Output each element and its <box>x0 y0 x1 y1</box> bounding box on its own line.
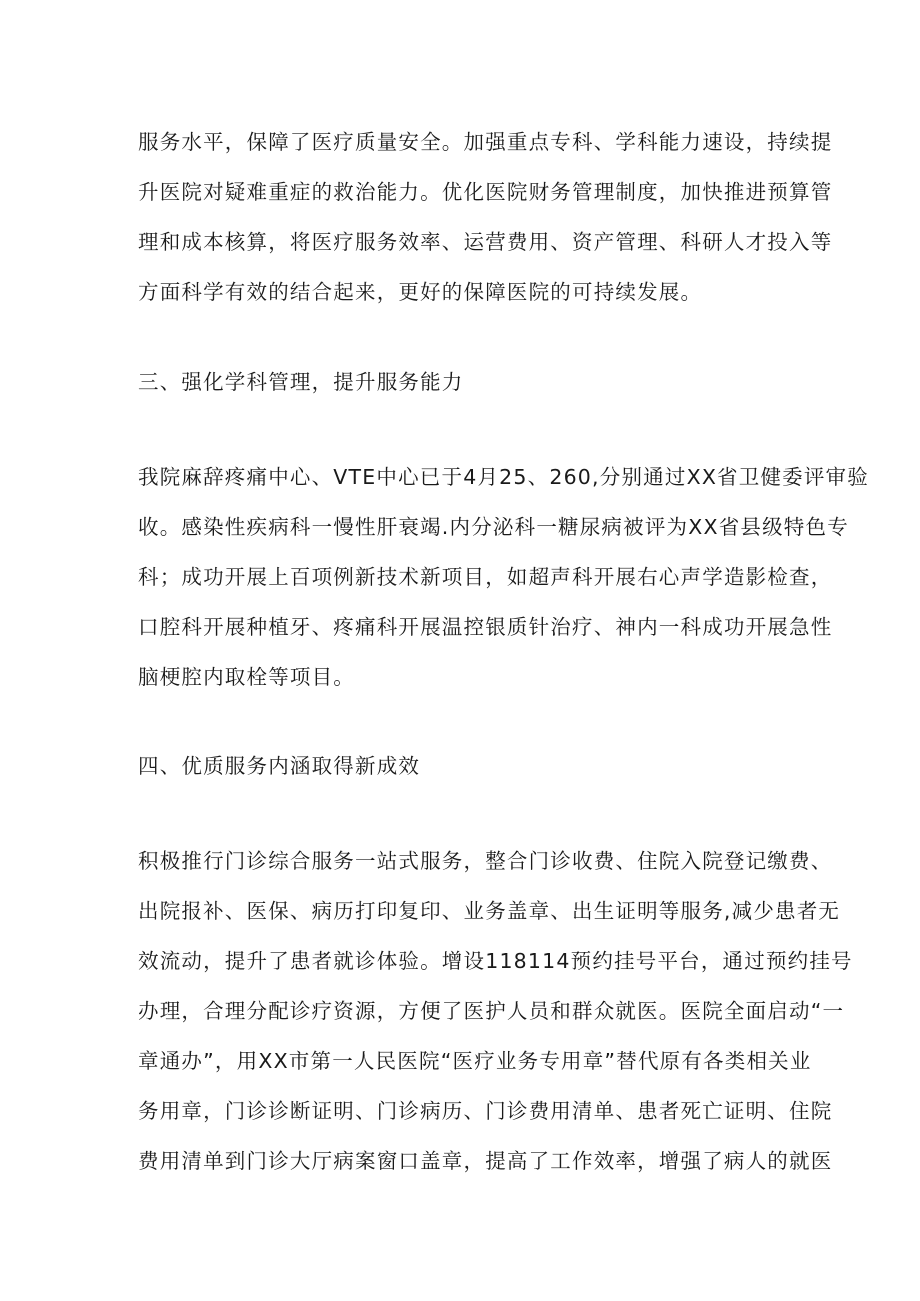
text-line: 我院麻辞疼痛中心、VTE中心已于4月25、260,分别通过XX省卫健委评审验 <box>138 465 869 489</box>
paragraph-service-quality <box>138 117 833 317</box>
section-heading-3 <box>138 357 788 407</box>
text-line: 科；成功开展上百项例新技术新项目，如超声科开展右心声学造影检查， <box>138 565 833 589</box>
text-line: 费用清单到门诊大厅病案窗口盖章，提高了工作效率，增强了病人的就医 <box>138 1149 833 1173</box>
paragraph-quality-service <box>138 836 853 1186</box>
text-line: 脑梗腔内取栓等项目。 <box>138 665 355 689</box>
text-line: 收。感染性疾病科一慢性肝衰竭.内分泌科一糖尿病被评为XX省县级特色专 <box>138 515 849 539</box>
text-line: 章通办”，用XX市第一人民医院“医疗业务专用章”替代原有各类相关业 <box>138 1049 812 1073</box>
section-heading-4 <box>138 741 788 791</box>
text-line: 服务水平，保障了医疗质量安全。加强重点专科、学科能力速设，持续提 <box>138 130 833 154</box>
text-line: 务用章，门诊诊断证明、门诊病历、门诊费用清单、患者死亡证明、住院 <box>138 1099 833 1123</box>
heading-text: 三、强化学科管理，提升服务能力 <box>138 370 464 394</box>
text-line: 办理，合理分配诊疗资源，方便了医护人员和群众就医。医院全面启动“一 <box>138 999 845 1023</box>
text-line: 升医院对疑难重症的救治能力。优化医院财务管理制度，加快推进预算管 <box>138 180 833 204</box>
text-line: 理和成本核算，将医疗服务效率、运营费用、资产管理、科研人才投入等 <box>138 230 833 254</box>
text-line: 方面科学有效的结合起来，更好的保障医院的可持续发展。 <box>138 280 703 304</box>
text-line: 出院报补、医保、病历打印复印、业务盖章、出生证明等服务,减少患者无 <box>138 899 841 923</box>
text-line: 效流动，提升了患者就诊体验。增设118114预约挂号平台，通过预约挂号 <box>138 949 853 973</box>
paragraph-discipline-management <box>138 452 869 702</box>
text-line: 口腔科开展种植牙、疼痛科开展温控银质针治疗、神内一科成功开展急性 <box>138 615 833 639</box>
heading-text: 四、优质服务内涵取得新成效 <box>138 754 421 778</box>
text-line: 积极推行门诊综合服务一站式服务，整合门诊收费、住院入院登记缴费、 <box>138 849 833 873</box>
